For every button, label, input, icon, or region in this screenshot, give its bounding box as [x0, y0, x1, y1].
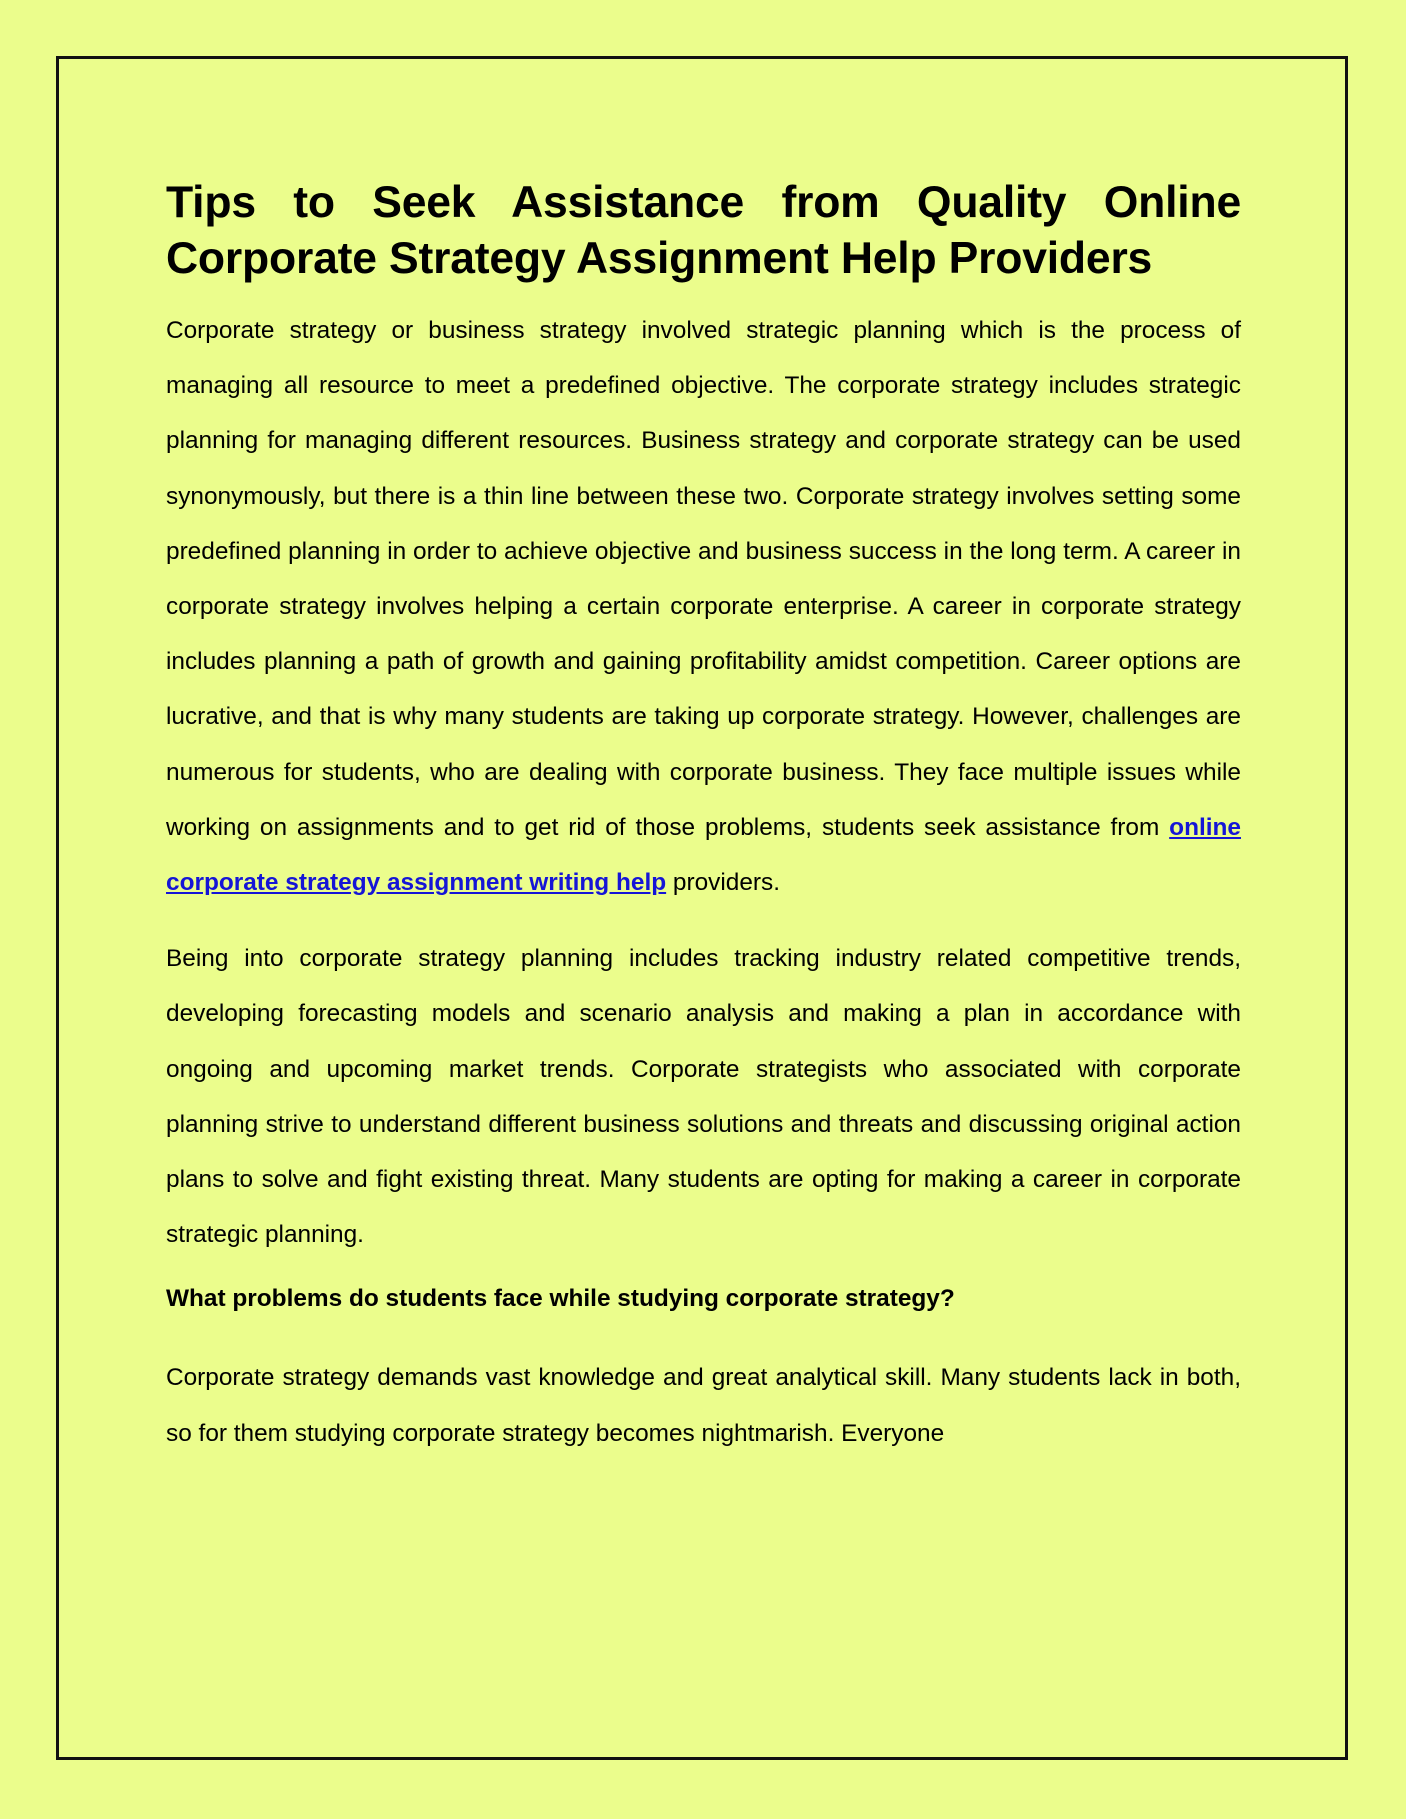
- paragraph-problems: Corporate strategy demands vast knowledge and great analytical skill. Many students lack in both, so for them studying corporate strategy becomes nightmarish. Everyone: [166, 1364, 1241, 1447]
- page-title: [166, 175, 1241, 287]
- paragraph-intro: [166, 303, 1241, 910]
- paragraph-planning: Being into corporate strategy planning includes tracking industry related competitive trends, developing forecasting models and scenario analysis and making a plan in accordance with ongoing and upcoming market trends. Corporate strategists who associated with corporate planning strive to understand different business solutions and threats and discussing original action plans to solve and fight existing threat. Many students are opting for making a career in corporate strategic planning.: [166, 945, 1241, 1249]
- assignment-help-link[interactable]: online corporate strategy assignment writing help: [166, 813, 1241, 897]
- title-line-1: Tips to Seek Assistance from Quality Online: [166, 178, 1241, 227]
- section-heading-problems: What problems do students face while studying corporate strategy?: [166, 1285, 955, 1313]
- document-body: [166, 175, 1241, 1482]
- paragraph-intro-tail: providers.: [666, 869, 780, 897]
- paragraph-intro-text: Corporate strategy or business strategy involved strategic planning which is the process of managing all resource to meet a predefined objective. The corporate strategy includes strategic planning for managing different resources. Business strategy and corporate strategy can be used synonymously, but there is a thin line between these two. Corporate strategy involves setting some predefined planning in order to achieve objective and business success in the long term. A career in corporate strategy involves helping a certain corporate enterprise. A career in corporate strategy includes planning a path of growth and gaining profitability amidst competition. Career options are lucrative, and that is why many students are taking up corporate strategy. However, challenges are numerous for students, who are dealing with corporate business. They face multiple issues while working on assignments and to get rid of those problems, students seek assistance from: [166, 317, 1241, 841]
- title-line-2: Corporate Strategy Assignment Help Providers: [166, 234, 1153, 283]
